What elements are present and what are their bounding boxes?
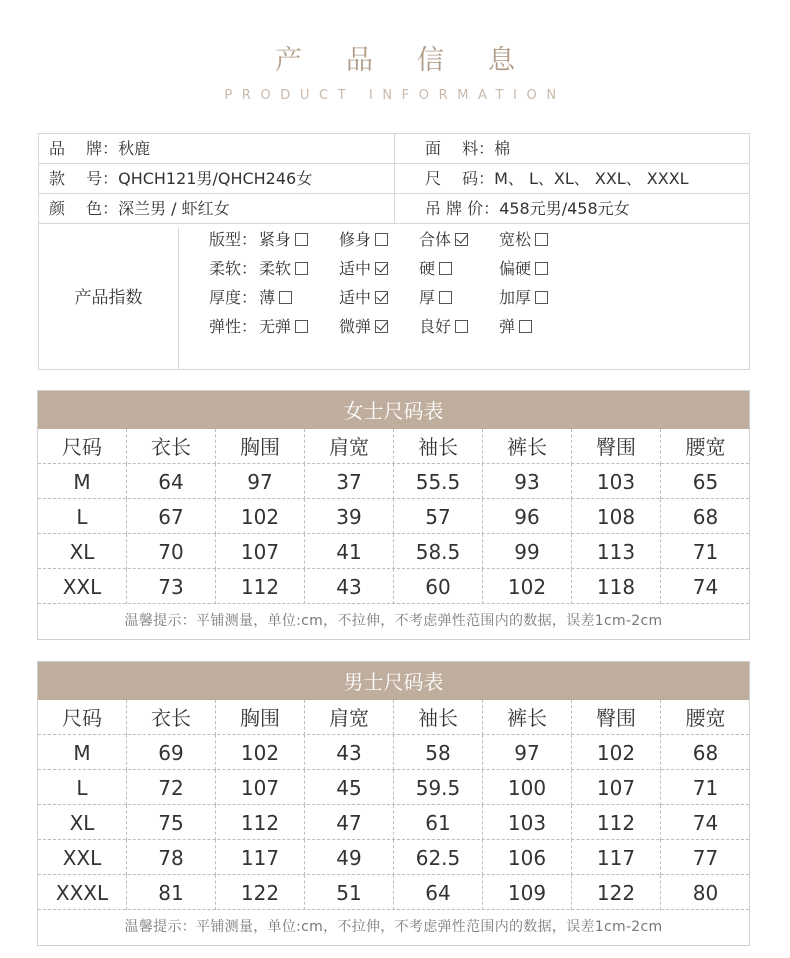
checkbox[interactable] bbox=[519, 320, 532, 333]
table-cell: 61 bbox=[394, 805, 483, 840]
table-cell: 43 bbox=[305, 569, 394, 604]
option-label: 紧身 bbox=[259, 230, 292, 249]
product-index-option bbox=[499, 255, 548, 283]
table-cell: 69 bbox=[127, 735, 216, 770]
table-cell: 109 bbox=[483, 875, 572, 910]
table-cell: 106 bbox=[483, 840, 572, 875]
table-cell: 60 bbox=[394, 569, 483, 604]
table-row bbox=[38, 840, 749, 875]
table-cell: 102 bbox=[572, 735, 661, 770]
checkbox[interactable] bbox=[535, 233, 548, 246]
table-row bbox=[38, 770, 749, 805]
checked-checkbox[interactable] bbox=[375, 291, 388, 304]
product-index-row-title: 版型： bbox=[209, 230, 258, 249]
option-label: 硬 bbox=[419, 259, 436, 278]
option-label: 修身 bbox=[339, 230, 372, 249]
women-table-title: 女士尺码表 bbox=[38, 391, 749, 429]
price-label: 吊 牌 价： bbox=[425, 199, 500, 218]
product-index-option bbox=[339, 255, 388, 283]
checked-checkbox[interactable] bbox=[375, 262, 388, 275]
column-header: 裤长 bbox=[483, 429, 572, 464]
page-subtitle: PRODUCT INFORMATION bbox=[224, 88, 566, 103]
table-cell: 71 bbox=[692, 540, 719, 564]
table-cell: 70 bbox=[127, 534, 216, 569]
option-label: 加厚 bbox=[499, 288, 532, 307]
option-label: 无弹 bbox=[259, 317, 292, 336]
option-label: 弹 bbox=[499, 317, 516, 336]
checkbox[interactable] bbox=[455, 320, 468, 333]
table-cell: 122 bbox=[216, 875, 305, 910]
table-cell: 68 bbox=[692, 505, 719, 529]
table-row bbox=[38, 464, 749, 499]
product-info-panel bbox=[38, 133, 750, 370]
table-cell: 107 bbox=[572, 770, 661, 805]
product-index-option bbox=[419, 284, 452, 312]
table-cell: 107 bbox=[216, 534, 305, 569]
option-label: 厚 bbox=[419, 288, 436, 307]
title-char: 信 bbox=[417, 45, 444, 76]
product-index-row-title: 弹性： bbox=[209, 317, 258, 336]
info-row-brand bbox=[39, 134, 749, 164]
option-label: 偏硬 bbox=[499, 259, 532, 278]
product-index-row bbox=[209, 255, 609, 283]
table-cell: XXXL bbox=[38, 875, 127, 910]
table-cell: 117 bbox=[216, 840, 305, 875]
table-cell: 65 bbox=[692, 470, 719, 494]
info-row-color bbox=[39, 194, 749, 224]
product-index-label: 产品指数 bbox=[39, 227, 179, 369]
table-header-row bbox=[38, 429, 749, 464]
column-header: 衣长 bbox=[127, 429, 216, 464]
table-cell: 113 bbox=[572, 534, 661, 569]
table-cell: 39 bbox=[305, 499, 394, 534]
product-index-option bbox=[339, 284, 388, 312]
product-index-option bbox=[259, 313, 308, 341]
table-cell: L bbox=[38, 770, 127, 805]
table-cell: 102 bbox=[483, 569, 572, 604]
table-cell: 74 bbox=[692, 811, 719, 835]
table-row bbox=[38, 805, 749, 840]
table-header-row bbox=[38, 700, 749, 735]
table-cell: M bbox=[38, 464, 127, 499]
column-header: 臀围 bbox=[572, 429, 661, 464]
table-row bbox=[38, 499, 749, 534]
table-cell: 47 bbox=[305, 805, 394, 840]
table-cell: 107 bbox=[216, 770, 305, 805]
table-cell: 55.5 bbox=[394, 464, 483, 499]
table-cell: 97 bbox=[216, 464, 305, 499]
style-cell bbox=[39, 164, 395, 193]
column-header: 胸围 bbox=[216, 429, 305, 464]
product-index-option bbox=[259, 284, 292, 312]
info-row-style bbox=[39, 164, 749, 194]
table-cell: 72 bbox=[127, 770, 216, 805]
table-cell: 73 bbox=[127, 569, 216, 604]
table-cell: 58 bbox=[394, 735, 483, 770]
table-cell: 49 bbox=[305, 840, 394, 875]
fabric-value: 棉 bbox=[494, 139, 511, 158]
table-cell: 108 bbox=[572, 499, 661, 534]
color-label: 颜 色： bbox=[49, 199, 119, 218]
table-cell: 102 bbox=[216, 499, 305, 534]
column-header: 臀围 bbox=[572, 700, 661, 735]
men-table-title: 男士尺码表 bbox=[38, 662, 749, 700]
table-cell: 68 bbox=[692, 741, 719, 765]
men-size-table bbox=[37, 661, 750, 946]
men-table-body bbox=[38, 700, 749, 910]
column-header: 胸围 bbox=[216, 700, 305, 735]
table-cell: 103 bbox=[572, 464, 661, 499]
title-char: 产 bbox=[275, 45, 302, 76]
option-label: 宽松 bbox=[499, 230, 532, 249]
column-header: 尺码 bbox=[38, 429, 127, 464]
checkbox[interactable] bbox=[279, 291, 292, 304]
table-cell: 118 bbox=[572, 569, 661, 604]
table-cell: 117 bbox=[572, 840, 661, 875]
brand-value: 秋鹿 bbox=[118, 139, 151, 158]
column-header: 裤长 bbox=[483, 700, 572, 735]
checkbox[interactable] bbox=[439, 262, 452, 275]
checkbox[interactable] bbox=[439, 291, 452, 304]
table-cell: 78 bbox=[127, 840, 216, 875]
women-size-table bbox=[37, 390, 750, 640]
table-cell: 41 bbox=[305, 534, 394, 569]
table-cell: 59.5 bbox=[394, 770, 483, 805]
table-cell: 96 bbox=[483, 499, 572, 534]
table-cell: L bbox=[38, 499, 127, 534]
table-cell: 37 bbox=[305, 464, 394, 499]
price-value: 458元男/458元女 bbox=[499, 199, 630, 218]
column-header: 袖长 bbox=[394, 700, 483, 735]
table-cell: XL bbox=[38, 534, 127, 569]
table-cell: 77 bbox=[692, 846, 719, 870]
table-cell: 80 bbox=[692, 881, 719, 905]
brand-cell bbox=[39, 134, 395, 163]
color-value: 深兰男 / 虾红女 bbox=[118, 199, 230, 218]
product-index-option bbox=[419, 226, 468, 254]
product-index-option bbox=[499, 226, 548, 254]
fabric-label: 面 料： bbox=[425, 139, 495, 158]
product-index-option bbox=[499, 313, 532, 341]
table-row bbox=[38, 735, 749, 770]
size-cell bbox=[395, 164, 749, 193]
product-index-row bbox=[209, 284, 609, 312]
product-index-row bbox=[209, 313, 609, 341]
product-index-option bbox=[499, 284, 548, 312]
column-header: 腰宽 bbox=[685, 706, 726, 730]
table-cell: 45 bbox=[305, 770, 394, 805]
product-index-option bbox=[419, 255, 452, 283]
style-value: QHCH121男/QHCH246女 bbox=[118, 169, 313, 188]
brand-label: 品 牌： bbox=[49, 139, 119, 158]
page-title bbox=[0, 38, 790, 77]
table-row bbox=[38, 569, 749, 604]
table-cell: 67 bbox=[127, 499, 216, 534]
product-index-row bbox=[209, 226, 609, 254]
checkbox[interactable] bbox=[375, 233, 388, 246]
style-label: 款 号： bbox=[49, 169, 119, 188]
table-cell: 112 bbox=[216, 569, 305, 604]
product-index-option bbox=[339, 313, 388, 341]
table-cell: 99 bbox=[483, 534, 572, 569]
checked-checkbox[interactable] bbox=[455, 233, 468, 246]
product-index-row-title: 厚度： bbox=[209, 288, 258, 307]
option-label: 适中 bbox=[339, 259, 372, 278]
table-cell: 58.5 bbox=[394, 534, 483, 569]
table-cell: 81 bbox=[127, 875, 216, 910]
column-header: 衣长 bbox=[127, 700, 216, 735]
table-cell: 57 bbox=[394, 499, 483, 534]
checkbox[interactable] bbox=[295, 320, 308, 333]
title-char: 息 bbox=[488, 45, 515, 76]
product-index-option bbox=[259, 255, 308, 283]
column-header: 尺码 bbox=[38, 700, 127, 735]
size-label: 尺 码： bbox=[425, 169, 495, 188]
table-cell: XXL bbox=[38, 569, 127, 604]
table-cell: 112 bbox=[216, 805, 305, 840]
checkbox[interactable] bbox=[295, 262, 308, 275]
table-cell: 103 bbox=[483, 805, 572, 840]
column-header: 肩宽 bbox=[305, 429, 394, 464]
product-index-option bbox=[259, 226, 308, 254]
table-cell: 64 bbox=[394, 875, 483, 910]
table-cell: 112 bbox=[572, 805, 661, 840]
column-header: 腰宽 bbox=[685, 435, 726, 459]
title-char: 品 bbox=[346, 45, 373, 76]
product-index-row-title: 柔软： bbox=[209, 259, 258, 278]
men-table-note: 温馨提示：平铺测量，单位:cm，不拉伸，不考虑弹性范围内的数据，误差1cm-2cm bbox=[124, 919, 663, 935]
table-cell: 74 bbox=[692, 575, 719, 599]
table-cell: 100 bbox=[483, 770, 572, 805]
checkbox[interactable] bbox=[535, 262, 548, 275]
checkbox[interactable] bbox=[535, 291, 548, 304]
table-cell: 122 bbox=[572, 875, 661, 910]
column-header: 肩宽 bbox=[305, 700, 394, 735]
table-cell: 75 bbox=[127, 805, 216, 840]
table-cell: M bbox=[38, 735, 127, 770]
price-cell bbox=[395, 194, 749, 223]
table-row bbox=[38, 875, 749, 910]
option-label: 柔软 bbox=[259, 259, 292, 278]
checked-checkbox[interactable] bbox=[375, 320, 388, 333]
table-cell: 93 bbox=[483, 464, 572, 499]
product-index-option bbox=[419, 313, 468, 341]
table-cell: 62.5 bbox=[394, 840, 483, 875]
size-value: M、 L、XL、 XXL、 XXXL bbox=[494, 169, 689, 188]
option-label: 良好 bbox=[419, 317, 452, 336]
product-index-option bbox=[339, 226, 388, 254]
color-cell bbox=[39, 194, 395, 223]
table-cell: 97 bbox=[483, 735, 572, 770]
option-label: 微弹 bbox=[339, 317, 372, 336]
table-cell: 43 bbox=[305, 735, 394, 770]
checkbox[interactable] bbox=[295, 233, 308, 246]
fabric-cell bbox=[395, 134, 749, 163]
table-cell: 64 bbox=[127, 464, 216, 499]
column-header: 袖长 bbox=[394, 429, 483, 464]
table-cell: 102 bbox=[216, 735, 305, 770]
option-label: 薄 bbox=[259, 288, 276, 307]
option-label: 适中 bbox=[339, 288, 372, 307]
women-table-body bbox=[38, 429, 749, 604]
table-cell: XXL bbox=[38, 840, 127, 875]
table-row bbox=[38, 534, 749, 569]
option-label: 合体 bbox=[419, 230, 452, 249]
table-cell: 51 bbox=[305, 875, 394, 910]
table-cell: 71 bbox=[692, 776, 719, 800]
table-cell: XL bbox=[38, 805, 127, 840]
women-table-note: 温馨提示：平铺测量，单位:cm，不拉伸，不考虑弹性范围内的数据，误差1cm-2cm bbox=[124, 613, 663, 629]
